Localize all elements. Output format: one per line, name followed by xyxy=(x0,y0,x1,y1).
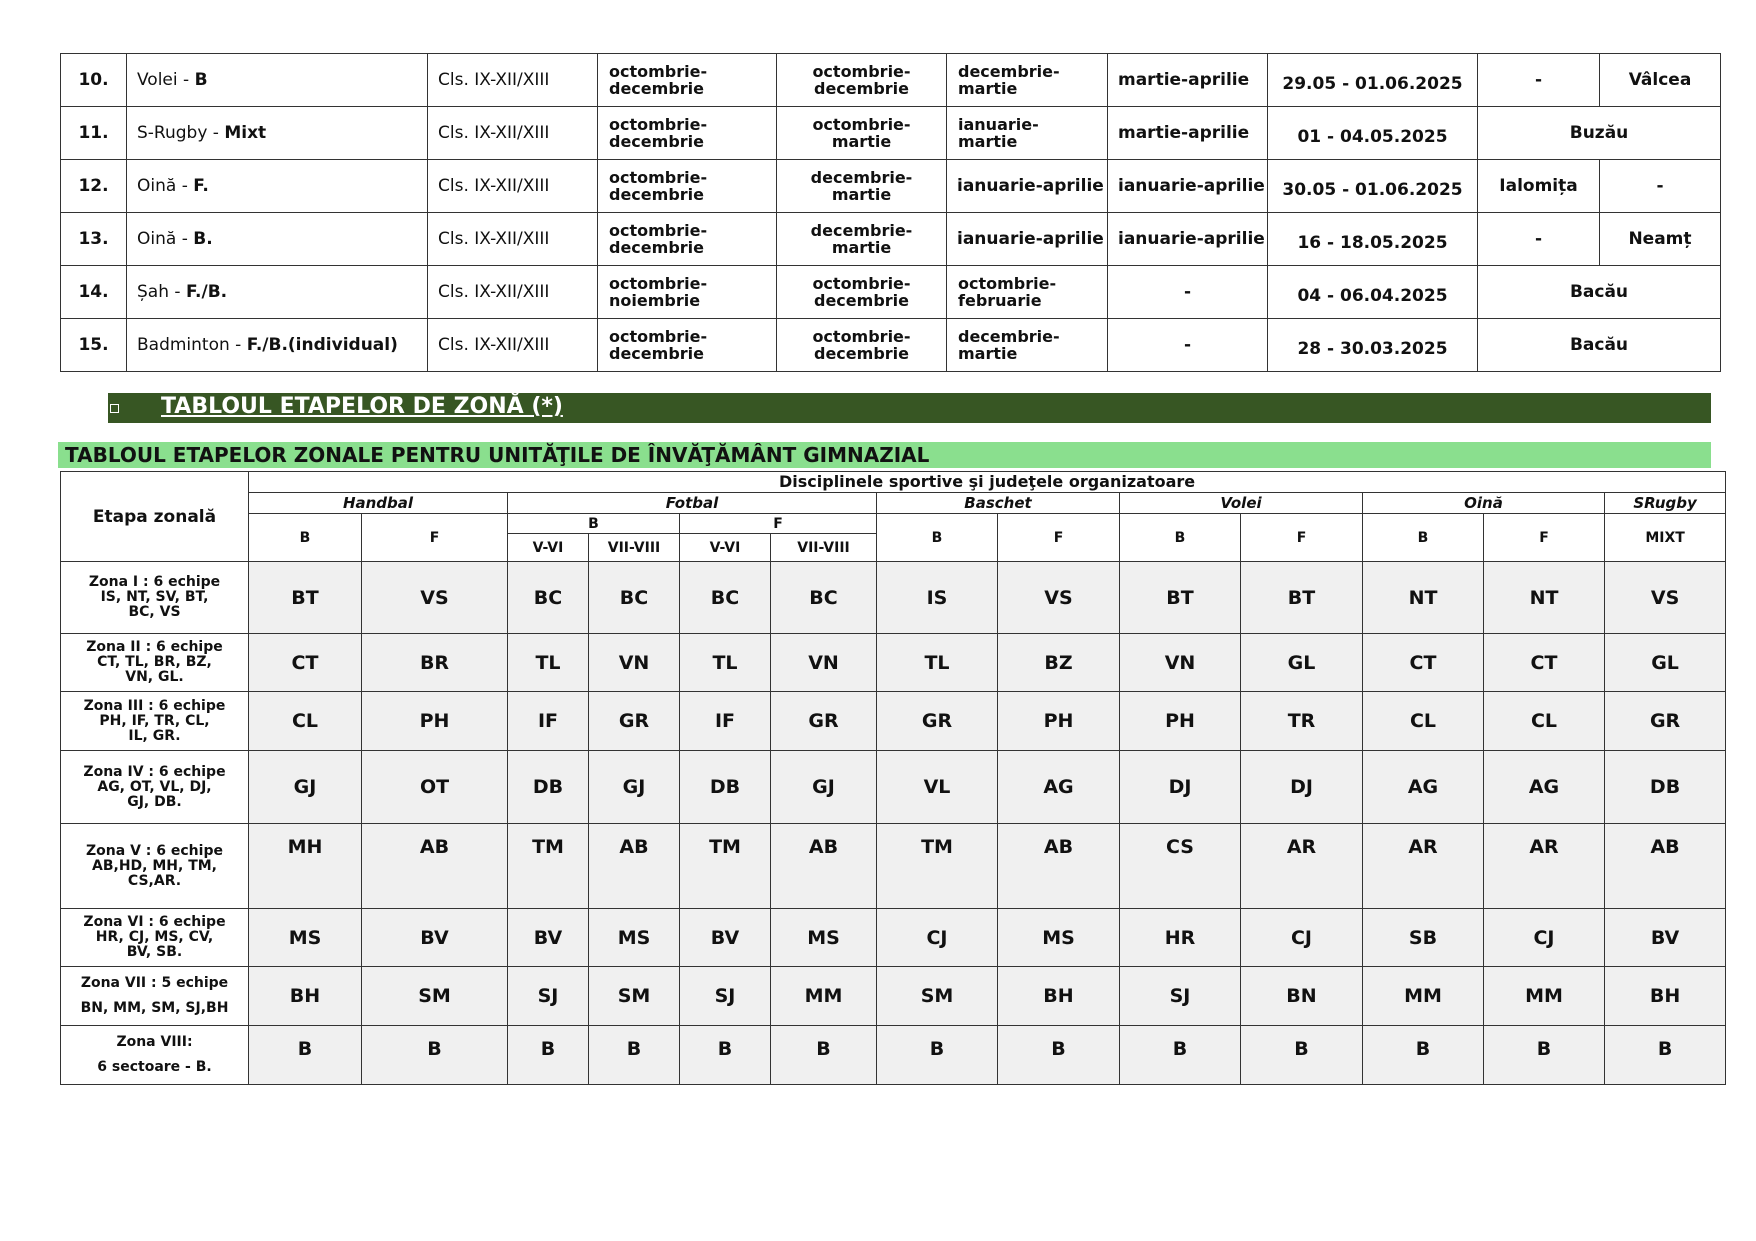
stage-zonal-period: ianuarie-aprilie xyxy=(1108,213,1268,266)
period-line: decembrie xyxy=(814,291,909,310)
zone-label xyxy=(61,692,249,751)
county-code: IS xyxy=(877,562,998,634)
discipline-gender: B xyxy=(194,70,208,90)
baschet-header: Baschet xyxy=(877,493,1120,514)
zone-row xyxy=(61,751,1726,824)
period-line: octombrie- xyxy=(812,115,911,134)
county-code: MS xyxy=(249,909,362,967)
county-code: B xyxy=(1605,1026,1726,1085)
class-range: Cls. IX-XII/XIII xyxy=(428,319,598,372)
county-code: BC xyxy=(508,562,589,634)
checkbox-bullet-icon xyxy=(110,404,119,413)
period-line: decembrie- xyxy=(958,327,1060,346)
final-date: 04 - 06.04.2025 xyxy=(1268,266,1478,319)
discipline-name: Badminton - xyxy=(137,335,247,355)
zone-label-line: VN, GL. xyxy=(125,669,184,685)
county-code: OT xyxy=(362,751,508,824)
county-code: BC xyxy=(589,562,680,634)
stage-local-period xyxy=(777,319,947,372)
section-title-bar xyxy=(108,393,1711,423)
county-code: DJ xyxy=(1241,751,1363,824)
final-date: 29.05 - 01.06.2025 xyxy=(1268,54,1478,107)
county-code: AB xyxy=(1605,824,1726,909)
zone-label-line: GJ, DB. xyxy=(127,793,182,810)
discipline-name: Oină - xyxy=(137,176,194,196)
zone-label xyxy=(61,751,249,824)
fotbal-f-v-vi-header: V-VI xyxy=(680,534,771,562)
stage-county-period: ianuarie-aprilie xyxy=(947,213,1108,266)
county-code: CT xyxy=(1484,634,1605,692)
final-date: 01 - 04.05.2025 xyxy=(1268,107,1478,160)
discipline-cell xyxy=(127,107,428,160)
county-code: BN xyxy=(1241,967,1363,1026)
zone-label-line: Zona VI : 6 echipe xyxy=(83,914,226,930)
zone-label-line: Zona VII : 5 echipe xyxy=(80,975,229,991)
county-code: GL xyxy=(1241,634,1363,692)
zone-label-line: BV, SB. xyxy=(126,944,183,960)
period-line: martie xyxy=(958,132,1018,151)
schedule-row xyxy=(61,160,1721,213)
oina-header: Oină xyxy=(1363,493,1605,514)
county-code: SJ xyxy=(1120,967,1241,1026)
zone-row xyxy=(61,967,1726,1026)
row-number: 15. xyxy=(61,319,127,372)
county-code: BH xyxy=(1605,967,1726,1026)
county-code: IF xyxy=(680,692,771,751)
county-code: AB xyxy=(771,824,877,909)
county-code: GR xyxy=(589,692,680,751)
period-line: decembrie xyxy=(609,185,704,204)
period-line: octombrie- xyxy=(609,168,708,187)
county-code: B xyxy=(771,1026,877,1085)
zone-label-line: AB,HD, MH, TM, xyxy=(92,857,217,874)
county-code: CJ xyxy=(1241,909,1363,967)
discipline-name: Șah - xyxy=(137,282,186,302)
stage-zonal-period: - xyxy=(1108,319,1268,372)
county-code: HR xyxy=(1120,909,1241,967)
zone-row xyxy=(61,1026,1726,1085)
county-code: DJ xyxy=(1120,751,1241,824)
county-code: MM xyxy=(1484,967,1605,1026)
period-line: decembrie xyxy=(609,238,704,257)
county-code: SJ xyxy=(680,967,771,1026)
period-line: octombrie- xyxy=(609,221,708,240)
final-location-2: Vâlcea xyxy=(1600,54,1721,107)
zone-label xyxy=(61,909,249,967)
county-code: CS xyxy=(1120,824,1241,909)
period-line: octombrie- xyxy=(609,62,708,81)
period-line: decembrie xyxy=(609,79,704,98)
county-code: GL xyxy=(1605,634,1726,692)
zone-row xyxy=(61,909,1726,967)
zone-label-line: IS, NT, SV, BT, xyxy=(100,589,209,605)
class-range: Cls. IX-XII/XIII xyxy=(428,160,598,213)
zone-label xyxy=(61,967,249,1026)
discipline-cell xyxy=(127,213,428,266)
county-code: DB xyxy=(508,751,589,824)
county-code: BC xyxy=(680,562,771,634)
county-code: BV xyxy=(680,909,771,967)
period-line: noiembrie xyxy=(609,291,701,310)
period-line: martie xyxy=(958,79,1018,98)
county-code: B xyxy=(877,1026,998,1085)
final-date: 16 - 18.05.2025 xyxy=(1268,213,1478,266)
final-location-1: - xyxy=(1478,54,1600,107)
period-line: octombrie- xyxy=(609,327,708,346)
zone-label-line: BN, MM, SM, SJ,BH xyxy=(80,1000,229,1016)
county-code: GR xyxy=(771,692,877,751)
fotbal-f-header: F xyxy=(680,514,877,534)
final-location-2: - xyxy=(1600,160,1721,213)
section-title: TABLOUL ETAPELOR DE ZONĂ (*) xyxy=(161,394,563,419)
period-line: octombrie- xyxy=(609,115,708,134)
discipline-gender: Mixt xyxy=(224,123,267,143)
srugby-mixt-header: MIXT xyxy=(1605,514,1726,562)
county-code: TM xyxy=(877,824,998,909)
county-code: SB xyxy=(1363,909,1484,967)
period-line: martie xyxy=(831,238,892,257)
county-code: TR xyxy=(1241,692,1363,751)
county-code: BV xyxy=(1605,909,1726,967)
county-code: SJ xyxy=(508,967,589,1026)
row-number: 13. xyxy=(61,213,127,266)
discipline-name: Volei - xyxy=(137,70,195,90)
county-code: TL xyxy=(680,634,771,692)
stage-school-period xyxy=(598,54,777,107)
oina-b-header: B xyxy=(1363,514,1484,562)
county-code: BR xyxy=(362,634,508,692)
county-code: B xyxy=(1484,1026,1605,1085)
zone-row xyxy=(61,824,1726,909)
final-location: Bacău xyxy=(1478,266,1721,319)
period-line: februarie xyxy=(958,291,1042,310)
handbal-f-header: F xyxy=(362,514,508,562)
class-range: Cls. IX-XII/XIII xyxy=(428,266,598,319)
county-code: AG xyxy=(1484,751,1605,824)
zone-label xyxy=(61,634,249,692)
zone-label-line: BC, VS xyxy=(128,604,181,620)
county-code: PH xyxy=(362,692,508,751)
volei-b-header: B xyxy=(1120,514,1241,562)
stage-school-period xyxy=(598,213,777,266)
county-code: BT xyxy=(249,562,362,634)
zone-label xyxy=(61,1026,249,1085)
county-code: CT xyxy=(249,634,362,692)
class-range: Cls. IX-XII/XIII xyxy=(428,107,598,160)
stage-school-period xyxy=(598,266,777,319)
county-code: GR xyxy=(877,692,998,751)
county-code: TM xyxy=(508,824,589,909)
discipline-name: S-Rugby - xyxy=(137,123,225,143)
county-code: BT xyxy=(1120,562,1241,634)
county-code: VN xyxy=(1120,634,1241,692)
stage-county-period: ianuarie-aprilie xyxy=(947,160,1108,213)
county-code: TM xyxy=(680,824,771,909)
county-code: BV xyxy=(362,909,508,967)
county-code: AG xyxy=(1363,751,1484,824)
county-code: MS xyxy=(771,909,877,967)
county-code: MM xyxy=(771,967,877,1026)
discipline-cell xyxy=(127,160,428,213)
handbal-b-header: B xyxy=(249,514,362,562)
period-line: decembrie xyxy=(814,344,909,363)
handbal-header: Handbal xyxy=(249,493,508,514)
county-code: VS xyxy=(362,562,508,634)
schedule-row xyxy=(61,54,1721,107)
zone-row xyxy=(61,562,1726,634)
disciplines-header: Disciplinele sportive şi judeţele organizatoare xyxy=(249,472,1726,493)
county-code: IF xyxy=(508,692,589,751)
county-code: CL xyxy=(249,692,362,751)
county-code: SM xyxy=(877,967,998,1026)
period-line: decembrie- xyxy=(810,168,913,187)
county-code: CJ xyxy=(877,909,998,967)
srugby-header: SRugby xyxy=(1605,493,1726,514)
period-line: octombrie- xyxy=(812,327,911,346)
final-location-1: - xyxy=(1478,213,1600,266)
stage-local-period xyxy=(777,54,947,107)
county-code: B xyxy=(508,1026,589,1085)
county-code: GJ xyxy=(249,751,362,824)
period-line: decembrie- xyxy=(810,221,913,240)
county-code: GJ xyxy=(771,751,877,824)
schedule-row xyxy=(61,266,1721,319)
schedule-row xyxy=(61,319,1721,372)
volei-header: Volei xyxy=(1120,493,1363,514)
county-code: AG xyxy=(998,751,1120,824)
county-code: PH xyxy=(1120,692,1241,751)
class-range: Cls. IX-XII/XIII xyxy=(428,213,598,266)
county-code: TL xyxy=(877,634,998,692)
final-date: 30.05 - 01.06.2025 xyxy=(1268,160,1478,213)
discipline-cell xyxy=(127,54,428,107)
county-code: B xyxy=(680,1026,771,1085)
stage-school-period xyxy=(598,107,777,160)
county-code: GR xyxy=(1605,692,1726,751)
zone-label-line: Zona IV : 6 echipe xyxy=(83,763,226,780)
county-code: BH xyxy=(998,967,1120,1026)
stage-county-period xyxy=(947,266,1108,319)
county-code: VS xyxy=(998,562,1120,634)
county-code: GJ xyxy=(589,751,680,824)
county-code: B xyxy=(1120,1026,1241,1085)
county-code: NT xyxy=(1363,562,1484,634)
county-code: VS xyxy=(1605,562,1726,634)
county-code: DB xyxy=(1605,751,1726,824)
zone-row xyxy=(61,692,1726,751)
zone-label-line: IL, GR. xyxy=(128,727,181,744)
discipline-gender: B. xyxy=(193,229,213,249)
final-location: Buzău xyxy=(1478,107,1721,160)
stage-zonal-period: martie-aprilie xyxy=(1108,107,1268,160)
stage-county-period xyxy=(947,107,1108,160)
fotbal-b-v-vi-header: V-VI xyxy=(508,534,589,562)
county-code: AB xyxy=(589,824,680,909)
county-code: VL xyxy=(877,751,998,824)
schedule-row xyxy=(61,213,1721,266)
zone-label-line: Zona V : 6 echipe xyxy=(86,842,223,859)
county-code: BH xyxy=(249,967,362,1026)
stage-school-period xyxy=(598,160,777,213)
county-code: PH xyxy=(998,692,1120,751)
row-number: 10. xyxy=(61,54,127,107)
county-code: BC xyxy=(771,562,877,634)
final-date: 28 - 30.03.2025 xyxy=(1268,319,1478,372)
period-line: decembrie xyxy=(814,79,909,98)
county-code: VN xyxy=(589,634,680,692)
final-location-1: Ialomița xyxy=(1478,160,1600,213)
schedule-row xyxy=(61,107,1721,160)
volei-f-header: F xyxy=(1241,514,1363,562)
class-range: Cls. IX-XII/XIII xyxy=(428,54,598,107)
stage-local-period xyxy=(777,266,947,319)
county-code: BV xyxy=(508,909,589,967)
county-code: B xyxy=(362,1026,508,1085)
stage-county-period xyxy=(947,319,1108,372)
baschet-f-header: F xyxy=(998,514,1120,562)
zone-label-line: Zona I : 6 echipe xyxy=(88,574,221,590)
schedule-table xyxy=(60,53,1721,372)
period-line: martie xyxy=(831,185,892,204)
baschet-b-header: B xyxy=(877,514,998,562)
county-code: CJ xyxy=(1484,909,1605,967)
fotbal-b-vii-viii-header: VII-VIII xyxy=(589,534,680,562)
county-code: MH xyxy=(249,824,362,909)
period-line: ianuarie- xyxy=(958,115,1039,134)
discipline-cell xyxy=(127,266,428,319)
discipline-cell xyxy=(127,319,428,372)
zone-label-line: Zona VIII: xyxy=(116,1034,193,1050)
county-code: CT xyxy=(1363,634,1484,692)
zone-label xyxy=(61,562,249,634)
stage-local-period xyxy=(777,160,947,213)
fotbal-b-header: B xyxy=(508,514,680,534)
section-subtitle-bar xyxy=(58,442,1711,468)
stage-local-period xyxy=(777,107,947,160)
fotbal-f-vii-viii-header: VII-VIII xyxy=(771,534,877,562)
period-line: martie xyxy=(958,344,1018,363)
county-code: AB xyxy=(998,824,1120,909)
zone-label-line: PH, IF, TR, CL, xyxy=(99,712,210,729)
county-code: SM xyxy=(362,967,508,1026)
stage-zonal-period: martie-aprilie xyxy=(1108,54,1268,107)
discipline-gender: F. xyxy=(193,176,209,196)
fotbal-header: Fotbal xyxy=(508,493,877,514)
county-code: AR xyxy=(1241,824,1363,909)
zones-table xyxy=(60,471,1726,1085)
zone-label-line: CT, TL, BR, BZ, xyxy=(97,654,212,670)
zone-label-line: CS,AR. xyxy=(127,872,182,889)
county-code: NT xyxy=(1484,562,1605,634)
stage-school-period xyxy=(598,319,777,372)
county-code: VN xyxy=(771,634,877,692)
discipline-gender: F./B. xyxy=(185,282,228,302)
period-line: martie xyxy=(831,132,892,151)
period-line: decembrie xyxy=(609,132,704,151)
county-code: DB xyxy=(680,751,771,824)
final-location: Bacău xyxy=(1478,319,1721,372)
county-code: B xyxy=(249,1026,362,1085)
zone-label-line: 6 sectoare - B. xyxy=(97,1059,212,1075)
stage-zonal-period: - xyxy=(1108,266,1268,319)
zone-row xyxy=(61,634,1726,692)
county-code: CL xyxy=(1363,692,1484,751)
final-location-2: Neamț xyxy=(1600,213,1721,266)
period-line: octombrie- xyxy=(812,62,911,81)
stage-zonal-period: ianuarie-aprilie xyxy=(1108,160,1268,213)
county-code: TL xyxy=(508,634,589,692)
row-number: 14. xyxy=(61,266,127,319)
county-code: MS xyxy=(998,909,1120,967)
county-code: AR xyxy=(1484,824,1605,909)
county-code: B xyxy=(589,1026,680,1085)
county-code: SM xyxy=(589,967,680,1026)
county-code: MS xyxy=(589,909,680,967)
zone-label-line: HR, CJ, MS, CV, xyxy=(95,929,214,945)
county-code: BT xyxy=(1241,562,1363,634)
oina-f-header: F xyxy=(1484,514,1605,562)
county-code: AR xyxy=(1363,824,1484,909)
county-code: B xyxy=(1241,1026,1363,1085)
stage-local-period xyxy=(777,213,947,266)
county-code: B xyxy=(998,1026,1120,1085)
zone-label-line: Zona III : 6 echipe xyxy=(83,697,226,714)
period-line: decembrie- xyxy=(958,62,1060,81)
stage-county-period xyxy=(947,54,1108,107)
etapa-zonala-header: Etapa zonală xyxy=(61,472,249,562)
county-code: AB xyxy=(362,824,508,909)
county-code: B xyxy=(1363,1026,1484,1085)
zone-label-line: AG, OT, VL, DJ, xyxy=(97,778,212,795)
county-code: BZ xyxy=(998,634,1120,692)
zone-label xyxy=(61,824,249,909)
county-code: CL xyxy=(1484,692,1605,751)
discipline-name: Oină - xyxy=(137,229,194,249)
zone-label-line: Zona II : 6 echipe xyxy=(86,639,223,655)
section-subtitle: TABLOUL ETAPELOR ZONALE PENTRU UNITĂŢILE DE ÎNVĂŢĂMÂNT GIMNAZIAL xyxy=(65,443,930,467)
county-code: MM xyxy=(1363,967,1484,1026)
period-line: octombrie- xyxy=(958,274,1057,293)
row-number: 11. xyxy=(61,107,127,160)
discipline-gender: F./B.(individual) xyxy=(246,335,398,355)
row-number: 12. xyxy=(61,160,127,213)
period-line: decembrie xyxy=(609,344,704,363)
period-line: octombrie- xyxy=(812,274,911,293)
period-line: octombrie- xyxy=(609,274,708,293)
